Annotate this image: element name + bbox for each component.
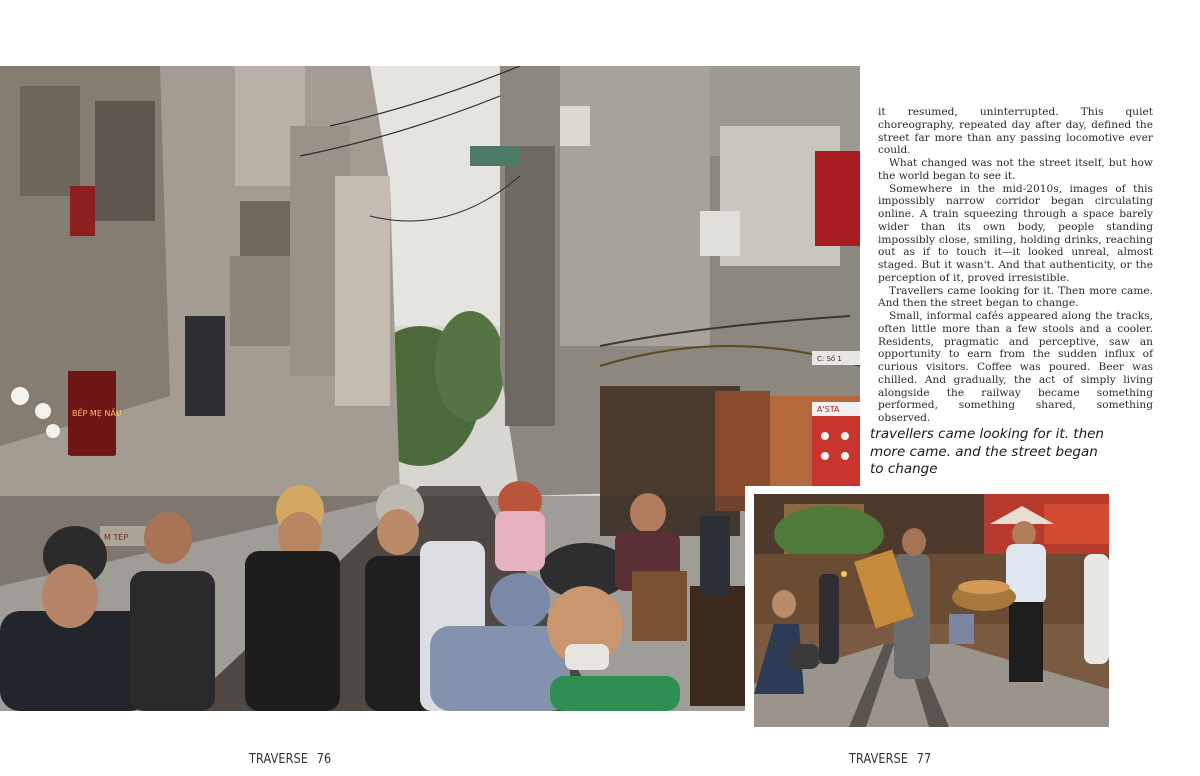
shop-sign: M TÉP (104, 533, 129, 542)
article-body (878, 106, 1153, 425)
article-paragraph: Small, informal cafés appeared along the tracks, often little more than a few stools and a cooler. Residents, pragmatic and perceptive, saw an opportunity to earn from the sudden influx of curious visitors. Coffee was poured. Beer was chilled. And gradually, the act of simply living alongside the railway became something performed, something shared, something observed. (878, 310, 1153, 424)
article-paragraph: Somewhere in the mid-2010s, images of this impossibly narrow corridor began circulating online. A train squeezing through a space barely wider than its own body, people standing impossibly close, smiling, holding drinks, reaching out as if to touch it—it looked unreal, almost staged. But it wasn't. And that authenticity, or the perception of it, proved irresistible. (878, 182, 1153, 284)
folio-left (249, 752, 331, 767)
train-street-photo (0, 66, 860, 711)
vendor-illustration (754, 494, 1109, 727)
article-paragraph: What changed was not the street itself, but how the world began to see it. (878, 157, 1153, 182)
inset-photo-frame (745, 486, 1117, 730)
page-number: 76 (316, 752, 332, 767)
asia-sign: A'STA (817, 405, 840, 414)
folio-right (849, 752, 931, 767)
train-street-illustration (0, 66, 860, 711)
pull-quote: travellers came looking for it. then more came. and the street began to change (870, 426, 1104, 477)
page-number: 77 (916, 752, 932, 767)
folio-label: TRAVERSE (249, 752, 309, 767)
kitchen-sign: BẾP MẸ NẤU (72, 409, 122, 418)
address-sign: C: Số 1 (817, 355, 842, 363)
article-paragraph: Travellers came looking for it. Then more came. And then the street began to change. (878, 284, 1153, 310)
folio-label: TRAVERSE (849, 752, 909, 767)
vendor-on-tracks-photo (754, 494, 1109, 727)
article-paragraph: it resumed, uninterrupted. This quiet choreography, repeated day after day, defined the street far more than any passing locomotive ever could. (878, 106, 1153, 157)
